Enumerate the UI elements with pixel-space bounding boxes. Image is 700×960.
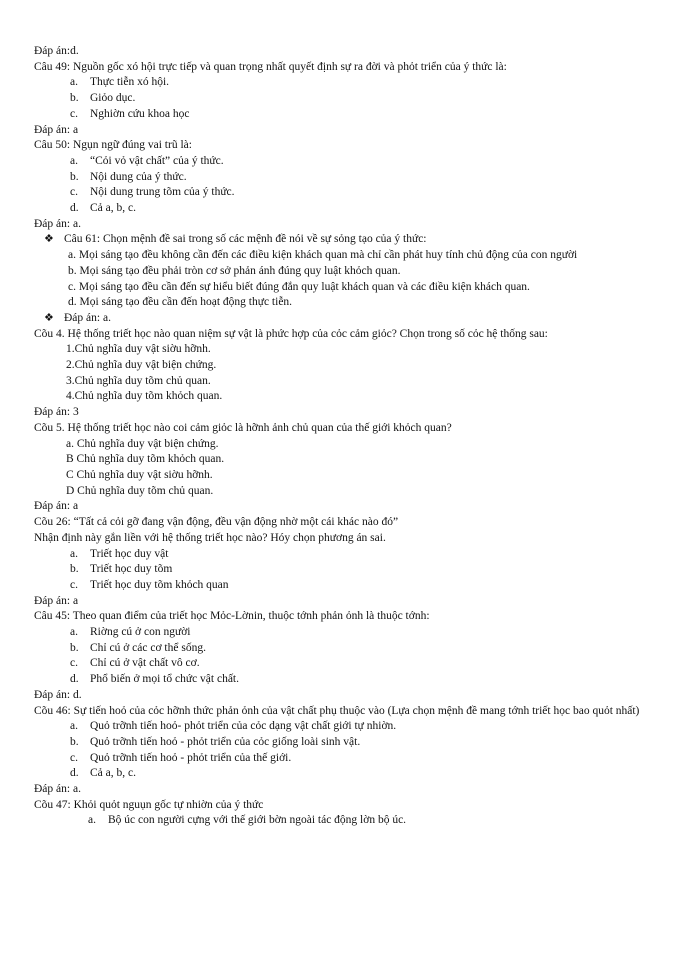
- option-text: Giỏo dục.: [90, 92, 136, 105]
- option-text: Phổ biến ở mọi tổ chức vật chất.: [90, 673, 240, 686]
- answer-option: [34, 751, 644, 767]
- option-text: Quỏ trỡnh tiến hoỏ- phỏt triển của cỏc dạng vật chất giới tự nhiờn.: [90, 720, 397, 733]
- option-marker: a.: [88, 814, 96, 827]
- question-text: Cõu 46: Sự tiến hoỏ của cỏc hỡnh thức phản ỏnh của vật chất phụ thuộc vào (Lựa chọn mệnh đề mang tớnh triết học bao quỏt nhất): [34, 704, 640, 717]
- answer-key: Đáp án: a.: [34, 783, 81, 796]
- option-marker: a.: [70, 154, 78, 167]
- question-text: Câu 50: Ngụn ngữ đúng vai trũ là:: [34, 139, 192, 152]
- answer-option: B Chủ nghĩa duy tõm khỏch quan.: [66, 453, 225, 466]
- answer-option: b. Mọi sáng tạo đều phải tròn cơ sở phản ánh đúng quy luật khỏch quan.: [68, 264, 401, 277]
- answer-option: [34, 562, 644, 578]
- answer-option: [34, 656, 644, 672]
- bullet-item: [34, 232, 644, 248]
- option-text: Triết học duy tõm: [90, 563, 173, 576]
- option-text: Nghiờn cứu khoa học: [90, 107, 190, 120]
- answer-option: [34, 813, 644, 829]
- bullet-text: Đáp án: a.: [64, 311, 111, 324]
- diamond-bullet-icon: ❖: [44, 233, 54, 246]
- option-marker: b.: [70, 563, 79, 576]
- answer-option: 4.Chủ nghĩa duy tõm khỏch quan.: [66, 390, 223, 403]
- answer-option: [34, 170, 644, 186]
- option-text: Chỉ cú ở vật chất vô cơ.: [90, 657, 200, 670]
- question-text: Cõu 26: “Tất cả cỏi gỡ đang vận động, đều vận động nhờ một cái khác nào đó”: [34, 516, 399, 529]
- option-marker: a.: [70, 547, 78, 560]
- answer-option: [34, 672, 644, 688]
- option-marker: c.: [70, 107, 78, 120]
- answer-option: [34, 625, 644, 641]
- answer-option: [34, 735, 644, 751]
- option-marker: d.: [70, 767, 79, 780]
- option-text: Triết học duy tõm khỏch quan: [90, 578, 229, 591]
- answer-key: Đáp án:d.: [34, 45, 79, 57]
- option-marker: b.: [70, 170, 79, 183]
- answer-option: [34, 719, 644, 735]
- diamond-bullet-icon: ❖: [44, 311, 54, 324]
- option-text: Bộ úc con người cựng với thế giới bờn ngoài tác động lờn bộ úc.: [108, 814, 407, 827]
- answer-key: Đáp án: 3: [34, 406, 79, 419]
- answer-option: 3.Chủ nghĩa duy tõm chủ quan.: [66, 374, 211, 387]
- option-text: Triết học duy vật: [90, 547, 169, 560]
- option-text: Riờng cú ở con người: [90, 626, 191, 639]
- answer-option: [34, 154, 644, 170]
- answer-key: Đáp án: a.: [34, 217, 81, 230]
- option-marker: c.: [70, 657, 78, 670]
- option-marker: c.: [70, 751, 78, 764]
- answer-option: D Chủ nghĩa duy tõm chủ quan.: [66, 484, 214, 497]
- answer-option: [34, 766, 644, 782]
- answer-option: c. Mọi sáng tạo đều cần đến sự hiểu biết đúng đắn quy luật khách quan và các điều kiện khách quan.: [68, 280, 530, 293]
- answer-option: C Chủ nghĩa duy vật siờu hỡnh.: [66, 468, 213, 481]
- answer-option: [34, 641, 644, 657]
- option-text: “Cỏi vỏ vật chất” của ý thức.: [90, 154, 224, 167]
- answer-option: a. Mọi sáng tạo đều không cần đến các điều kiện khách quan mà chỉ cần phát huy tính chủ động của con người: [68, 249, 578, 262]
- option-marker: d.: [70, 202, 79, 215]
- option-marker: a.: [70, 626, 78, 639]
- question-text: Cõu 4. Hệ thống triết học nào quan niệm sự vật là phức hợp của cỏc cảm giỏc? Chọn trong số cỏc hệ thống sau:: [34, 327, 548, 340]
- answer-option: 2.Chủ nghĩa duy vật biện chứng.: [66, 359, 217, 372]
- option-text: Quỏ trỡnh tiến hoỏ - phỏt triển của cỏc giống loài sinh vật.: [90, 735, 361, 748]
- question-text: Nhận định này gắn liền với hệ thống triết học nào? Hóy chọn phương án sai.: [34, 531, 386, 544]
- answer-option: [34, 547, 644, 563]
- answer-option: 1.Chủ nghĩa duy vật siờu hỡnh.: [66, 343, 211, 356]
- option-text: Nội dung của ý thức.: [90, 170, 187, 183]
- answer-option: [34, 91, 644, 107]
- answer-option: a. Chủ nghĩa duy vật biện chứng.: [66, 437, 219, 450]
- answer-key: Đáp án: a: [34, 123, 79, 136]
- answer-option: [34, 185, 644, 201]
- answer-key: Đáp án: d.: [34, 688, 82, 701]
- answer-option: d. Mọi sáng tạo đều cần đến hoạt động thực tiễn.: [68, 296, 293, 309]
- bullet-text: Câu 61: Chọn mệnh đề sai trong số các mệnh đề nói về sự sỏng tạo của ý thức:: [64, 233, 427, 246]
- bullet-item: [34, 311, 644, 327]
- answer-key: Đáp án: a: [34, 500, 79, 513]
- option-marker: a.: [70, 76, 78, 89]
- option-marker: b.: [70, 92, 79, 105]
- option-marker: b.: [70, 641, 79, 654]
- option-marker: c.: [70, 186, 78, 199]
- option-marker: c.: [70, 578, 78, 591]
- option-marker: a.: [70, 720, 78, 733]
- document-body: [34, 44, 644, 829]
- option-text: Chỉ cú ở các cơ thể sống.: [90, 641, 206, 654]
- option-text: Cả a, b, c.: [90, 202, 136, 215]
- option-text: Cả a, b, c.: [90, 767, 136, 780]
- question-text: Cõu 5. Hệ thống triết học nào coi cảm giỏc là hỡnh ảnh chủ quan của thế giới khỏch quan?: [34, 421, 452, 434]
- option-marker: d.: [70, 673, 79, 686]
- option-marker: b.: [70, 735, 79, 748]
- answer-option: [34, 201, 644, 217]
- option-text: Nội dung trung tõm của ý thức.: [90, 186, 235, 199]
- answer-option: [34, 75, 644, 91]
- option-text: Thực tiễn xó hội.: [90, 76, 170, 89]
- question-text: Câu 45: Theo quan điểm của triết học Mỏc-Lờnin, thuộc tớnh phản ỏnh là thuộc tớnh:: [34, 610, 430, 623]
- question-text: Cõu 47: Khỏi quỏt nguụn gốc tự nhiờn của ý thức: [34, 798, 264, 811]
- answer-option: [34, 107, 644, 123]
- answer-key: Đáp án: a: [34, 594, 79, 607]
- question-text: Câu 49: Nguồn gốc xó hội trực tiếp và quan trọng nhất quyết định sự ra đời và phỏt triển của ý thức là:: [34, 60, 507, 73]
- answer-option: [34, 578, 644, 594]
- option-text: Quỏ trỡnh tiến hoỏ - phỏt triển của thế giới.: [90, 751, 292, 764]
